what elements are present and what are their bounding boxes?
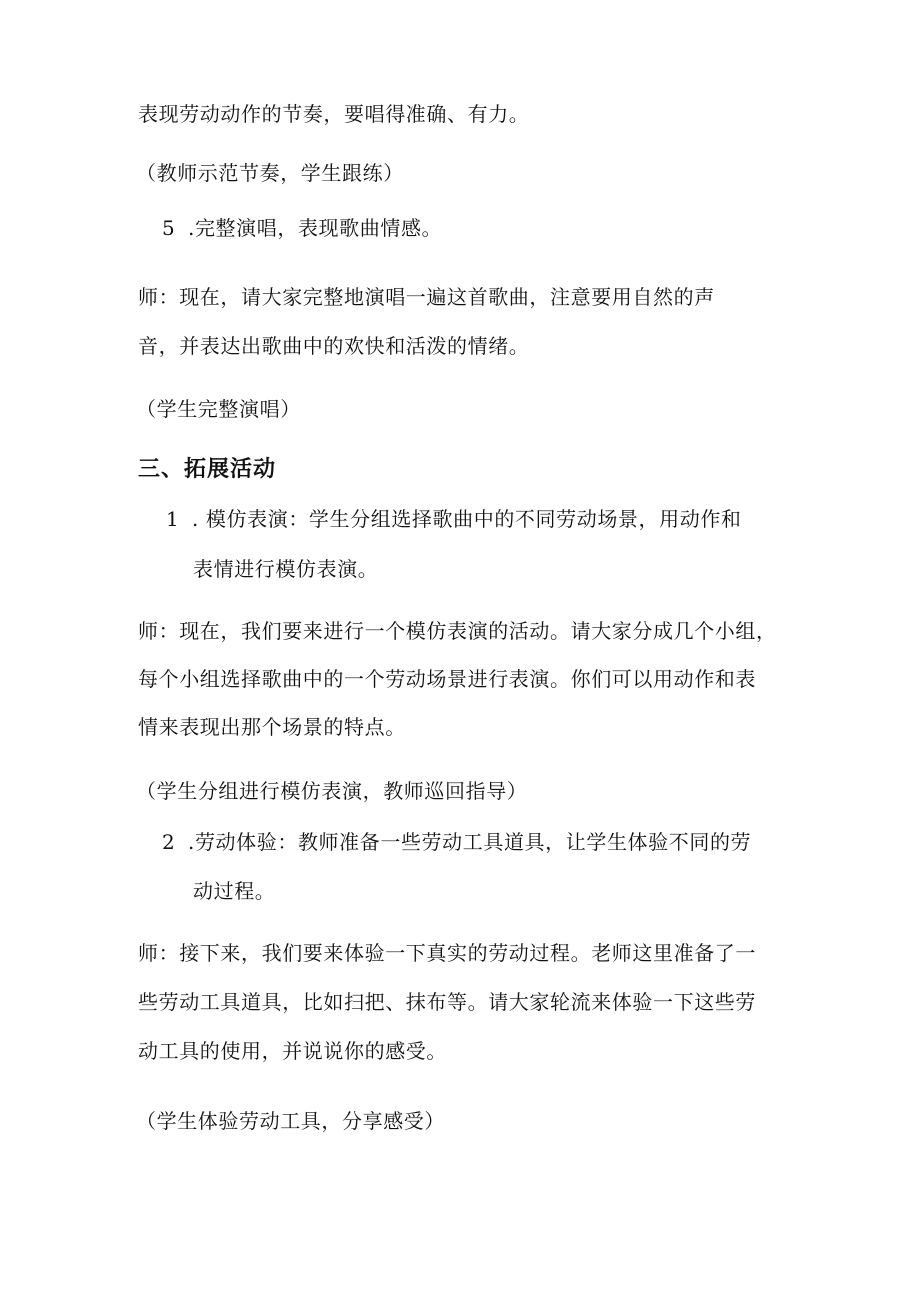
step-5: [162, 218, 442, 238]
step-5-text: .完整演唱，表现歌曲情感。: [188, 216, 443, 240]
section-3-heading: 三、拓展活动: [138, 457, 277, 482]
note-full-singing: （学生完整演唱）: [136, 397, 301, 421]
item-1-line-2: 表情进行模仿表演。: [193, 557, 379, 581]
teacher-act-line-1: 师：现在，我们要来进行一个模仿表演的活动。请大家分成几个小组，: [138, 619, 777, 643]
teacher-exp-line-1: 师：接下来，我们要来体验一下真实的劳动过程。老师这里准备了一: [138, 941, 756, 965]
paragraph-intro-tail: 表现劳动动作的节奏，要唱得准确、有力。: [138, 102, 530, 126]
teacher-act-line-3: 情来表现出那个场景的特点。: [138, 715, 406, 739]
teacher-exp-line-3: 动工具的使用，并说说你的感受。: [138, 1039, 447, 1063]
item-1-text: . 模仿表演：学生分组选择歌曲中的不同劳动场景，用动作和: [192, 507, 742, 531]
item-2-text: .劳动体验：教师准备一些劳动工具道具，让学生体验不同的劳: [188, 830, 752, 854]
item-1-number: 1: [166, 507, 180, 531]
note-tool-experience: （学生体验劳动工具，分享感受）: [136, 1109, 445, 1133]
teacher-act-line-2: 每个小组选择歌曲中的一个劳动场景进行表演。你们可以用动作和表: [138, 667, 756, 691]
teacher-sing-line-1: 师：现在，请大家完整地演唱一遍这首歌曲，注意要用自然的声: [138, 285, 715, 309]
teacher-exp-line-2: 些劳动工具道具，比如扫把、抹布等。请大家轮流来体验一下这些劳: [138, 990, 756, 1014]
note-rhythm-practice: （教师示范节奏，学生跟练）: [136, 161, 404, 185]
teacher-sing-line-2: 音，并表达出歌曲中的欢快和活泼的情绪。: [138, 334, 530, 358]
item-1-line-1: [166, 509, 742, 529]
item-2-line-1: [162, 832, 751, 852]
step-5-number: 5: [162, 216, 176, 240]
note-group-acting: （学生分组进行模仿表演，教师巡回指导）: [136, 779, 528, 803]
item-2-number: 2: [162, 830, 176, 854]
item-2-line-2: 动过程。: [193, 879, 276, 903]
